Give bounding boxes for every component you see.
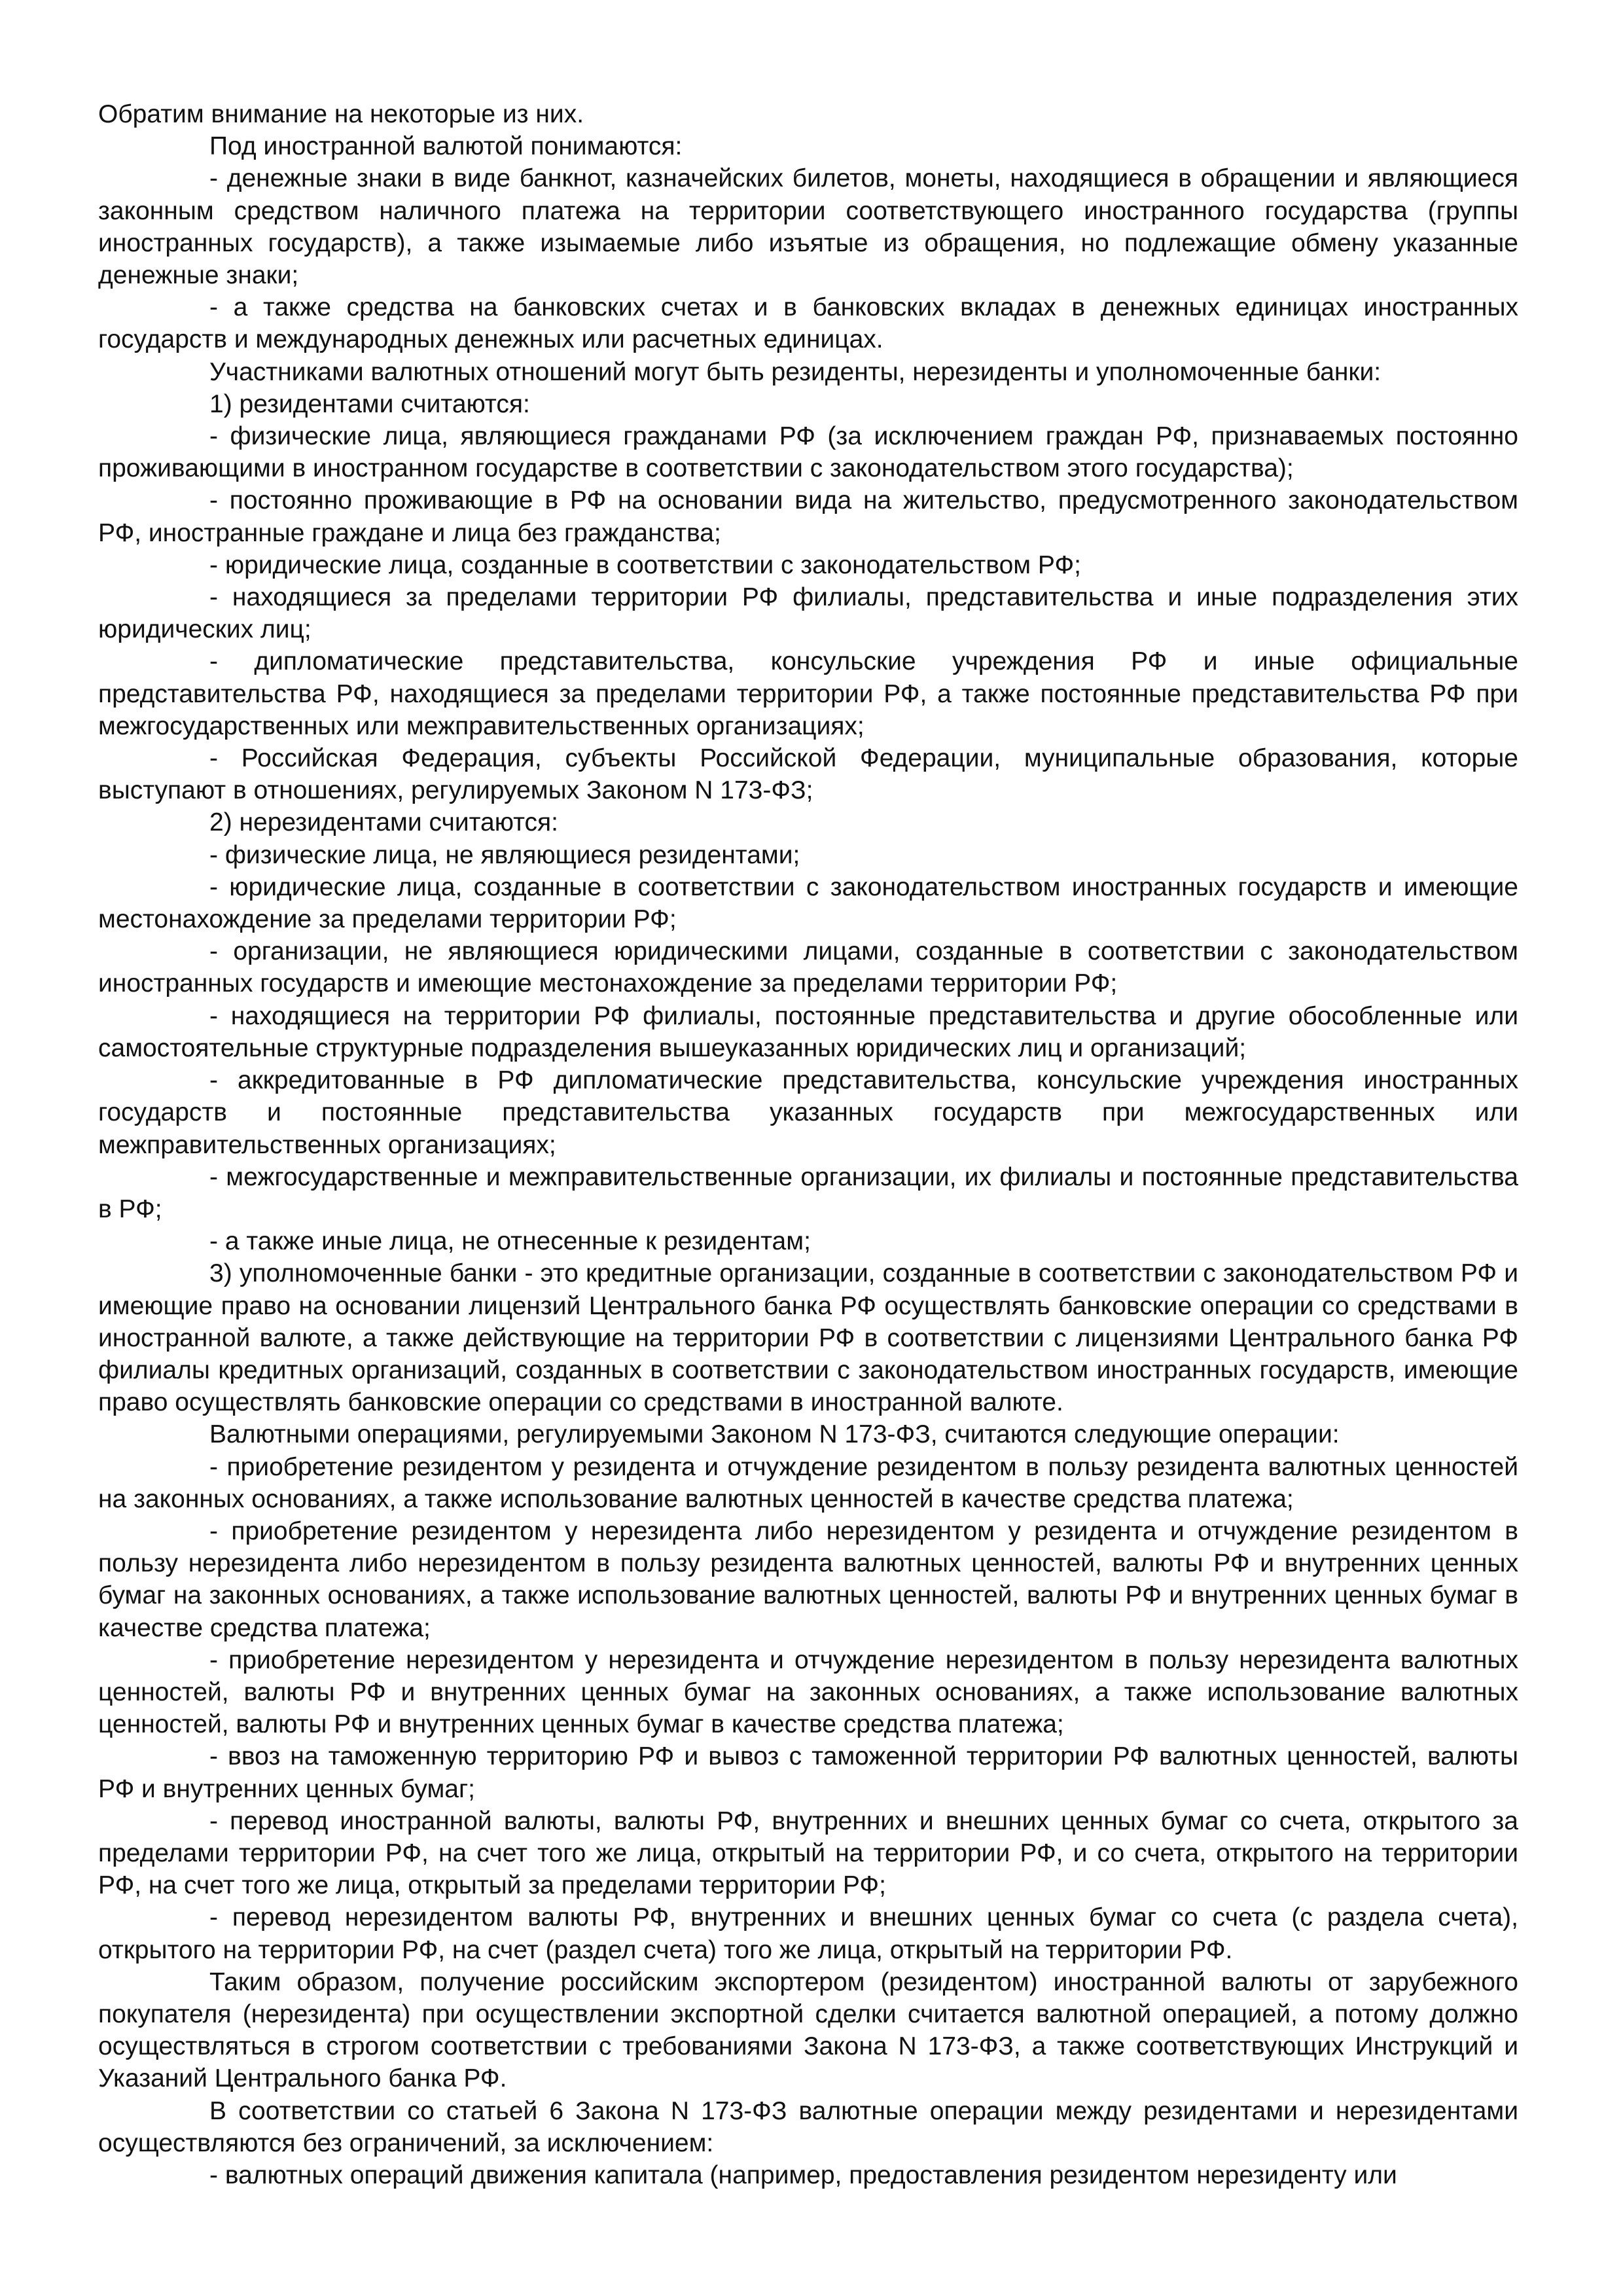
paragraph: - организации, не являющиеся юридическими лицами, созданные в соответствии с законодательством иностранных государств и имеющие местонахождение за пределами территории РФ; [98,937,1518,998]
paragraph: - а также средства на банковских счетах и в банковских вкладах в денежных единицах иностранных государств и международных денежных или расчетных единицах. [98,293,1518,354]
paragraph: - приобретение резидентом у резидента и отчуждение резидентом в пользу резидента валютных ценностей на законных основаниях, а также использование валютных ценностей в качестве средства платежа; [98,1452,1518,1513]
paragraph: - юридические лица, созданные в соответствии с законодательством иностранных государств и имеющие местонахождение за пределами территории РФ; [98,872,1518,934]
paragraph: - аккредитованные в РФ дипломатические представительства, консульские учреждения иностранных государств и постоянные представительства указанных государств при межгосударственных или межправительственных организациях; [98,1066,1518,1159]
document-page [98,98,1518,2191]
paragraph: - Российская Федерация, субъекты Российской Федерации, муниципальные образования, которые выступают в отношениях, регулируемых Законом N 173-ФЗ; [98,744,1518,805]
paragraph: - находящиеся за пределами территории РФ филиалы, представительства и иные подразделения этих юридических лиц; [98,583,1518,644]
paragraph: - находящиеся на территории РФ филиалы, постоянные представительства и другие обособленные или самостоятельные структурные подразделения вышеуказанных юридических лиц и организаций; [98,1001,1518,1062]
paragraph: Валютными операциями, регулируемыми Законом N 173-ФЗ, считаются следующие операции: [209,1420,1340,1449]
paragraph: Под иностранной валютой понимаются: [209,132,683,161]
paragraph: 3) уполномоченные банки - это кредитные организации, созданные в соответствии с законодательством РФ и имеющие право на основании лицензий Центрального банка РФ осуществлять банковские операции со средствами в иностранной валюте, а также действующие на территории РФ в соответствии с лицензиями Центрального банка РФ филиалы кредитных организаций, созданных в соответствии с законодательством иностранных государств, имеющие право осуществлять банковские операции со средствами в иностранной валюте. [98,1259,1518,1417]
paragraph: В соответствии со статьей 6 Закона N 173-ФЗ валютные операции между резидентами и нерезидентами осуществляются без ограничений, за исключением: [98,2096,1518,2157]
paragraph: - перевод нерезидентом валюты РФ, внутренних и внешних ценных бумаг со счета (с раздела счета), открытого на территории РФ, на счет (раздел счета) того же лица, открытый на территории РФ. [98,1903,1518,1964]
paragraph: 1) резидентами считаются: [209,389,530,418]
paragraph: Таким образом, получение российским экспортером (резидентом) иностранной валюты от зарубежного покупателя (нерезидента) при осуществлении экспортной сделки считается валютной операцией, а потому должно осуществляться в строгом соответствии с требованиями Закона N 173-ФЗ, а также соответствующих Инструкций и Указаний Центрального банка РФ. [98,1967,1518,2093]
paragraph: - приобретение нерезидентом у нерезидента и отчуждение нерезидентом в пользу нерезидента валютных ценностей, валюты РФ и внутренних ценных бумаг на законных основаниях, а также использование валютных ценностей, валюты РФ и внутренних ценных бумаг в качестве средства платежа; [98,1645,1518,1739]
paragraph: - а также иные лица, не отнесенные к резидентам; [209,1227,811,1256]
paragraph: - межгосударственные и межправительственные организации, их филиалы и постоянные представительства в РФ; [98,1162,1518,1223]
paragraph: - постоянно проживающие в РФ на основании вида на жительство, предусмотренного законодательством РФ, иностранные граждане и лица без гражданства; [98,486,1518,547]
paragraph: 2) нерезидентами считаются: [209,808,559,837]
paragraph: - денежные знаки в виде банкнот, казначейских билетов, монеты, находящиеся в обращении и являющиеся законным средством наличного платежа на территории соответствующего иностранного государства (группы иностранных государств), а также изымаемые либо изъятые из обращения, но подлежащие обмену указанные денежные знаки; [98,164,1518,290]
paragraph: - дипломатические представительства, консульские учреждения РФ и иные официальные представительства РФ, находящиеся за пределами территории РФ, а также постоянные представительства РФ при межгосударственных или межправительственных организациях; [98,647,1518,740]
paragraph: - физические лица, являющиеся гражданами РФ (за исключением граждан РФ, признаваемых постоянно проживающими в иностранном государстве в соответствии с законодательством этого государства); [98,422,1518,483]
paragraph: - приобретение резидентом у нерезидента либо нерезидентом у резидента и отчуждение резидентом в пользу нерезидента либо нерезидентом в пользу резидента валютных ценностей, валюты РФ и внутренних ценных бумаг на законных основаниях, а также использование валютных ценностей, валюты РФ и внутренних ценных бумаг в качестве средства платежа; [98,1516,1518,1642]
paragraph: - валютных операций движения капитала (например, предоставления резидентом нерезиденту или [209,2161,1397,2189]
paragraph: - физические лица, не являющиеся резидентами; [209,840,800,869]
paragraph: - ввоз на таможенную территорию РФ и вывоз с таможенной территории РФ валютных ценностей, валюты РФ и внутренних ценных бумаг; [98,1742,1518,1803]
paragraph: - юридические лица, созданные в соответствии с законодательством РФ; [209,550,1081,579]
paragraph: - перевод иностранной валюты, валюты РФ, внутренних и внешних ценных бумаг со счета, открытого за пределами территории РФ, на счет того же лица, открытый на территории РФ, и со счета, открытого на территории РФ, на счет того же лица, открытый за пределами территории РФ; [98,1806,1518,1900]
paragraph: Участниками валютных отношений могут быть резиденты, нерезиденты и уполномоченные банки: [209,357,1382,386]
paragraph: Обратим внимание на некоторые из них. [98,100,584,128]
